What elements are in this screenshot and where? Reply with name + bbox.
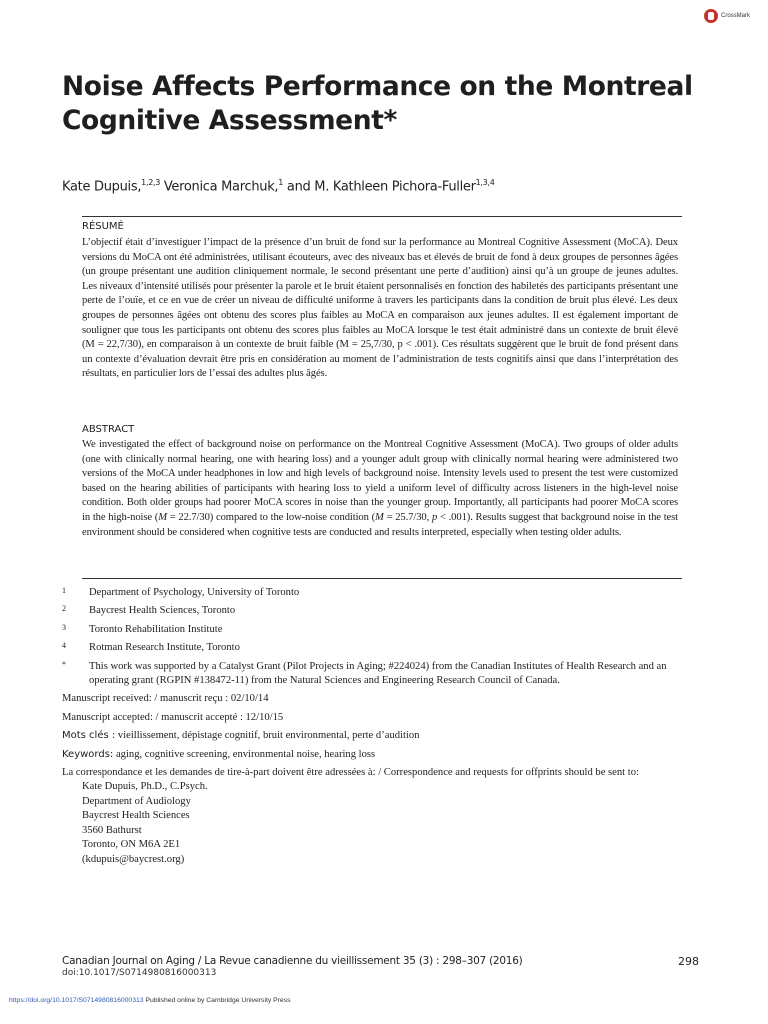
crossmark-label: CrossMark bbox=[721, 13, 751, 19]
manuscript-received: Manuscript received: / manuscrit reçu : 02/10/14 bbox=[62, 693, 269, 705]
mots-cles-label: Mots clés : bbox=[62, 730, 116, 742]
crossmark-icon bbox=[704, 9, 718, 23]
affiliation-note: 3 Toronto Rehabilitation Institute bbox=[62, 622, 223, 635]
doi-text: doi:10.1017/S0714980816000313 bbox=[62, 968, 217, 978]
resume-heading: RÉSUMÉ bbox=[82, 221, 124, 232]
correspondence-intro: La correspondance et les demandes de tire-à-part doivent être adressées à: / Correspondence and requests for offprints should be sent to: bbox=[62, 767, 639, 779]
section-divider bbox=[82, 216, 682, 217]
correspondence-address bbox=[82, 780, 702, 866]
author-list bbox=[62, 178, 495, 194]
address-line: Department of Audiology bbox=[82, 795, 191, 807]
address-line: Kate Dupuis, Ph.D., C.Psych. bbox=[82, 781, 208, 793]
manuscript-accepted: Manuscript accepted: / manuscrit accepté : 12/10/15 bbox=[62, 711, 284, 723]
published-online-text: Published online by Cambridge University Press bbox=[143, 997, 291, 1004]
journal-citation: Canadian Journal on Aging / La Revue canadienne du vieillissement 35 (3) : 298–307 (2016) bbox=[62, 955, 523, 967]
keywords-label: Keywords: bbox=[62, 748, 114, 760]
crossmark-badge[interactable] bbox=[704, 9, 750, 23]
address-line: 3560 Bathurst bbox=[82, 824, 142, 836]
front-matter-notes bbox=[62, 586, 702, 867]
resume-text: L’objectif était d’investiguer l’impact de la présence d’un bruit de fond sur la performance au Montreal Cognitive Assessment (MoCA). Deux versions du MoCA ont été administrées, utilisant écouteurs, avec des niveaux bas et élevés de bruit de fond à deux groupes de personnes âgées (un groupe présentant une audition cliniquement normale, le second présentant une perte d’audition) ainsi qu’à un groupe de jeunes adultes. Les niveaux d’intensité utilisés pour présenter la parole et le bruit étaient personnalisés en fonction des habiletés des participants présentant une perte de l’ouïe, et ce en vue de créer un niveau de difficulté uniforme à travers les participants dans la condition de bruit plus élevé. Les deux groupes de personnes âgées ont obtenu des scores plus faibles au MoCA en comparaison aux jeunes adultes. Il est également important de souligner que tous les participants ont obtenu des scores plus faibles au MoCA lorsque le test était administré dans un contexte de bruit élevé (M = 22,7/30), en comparaison à un contexte de bruit faible (M = 25,7/30, p < .001). Ces résultats suggèrent que le bruit de fond présent dans un contexte d’évaluation devrait être pris en considération au moment de l’administration de tests cognitifs ainsi que dans l’interprétation des résultats, en particulier lors de l’essai des adultes plus âgés. bbox=[82, 237, 678, 380]
affiliation-note: 2 Baycrest Health Sciences, Toronto bbox=[62, 604, 236, 617]
address-line: Toronto, ON M6A 2E1 bbox=[82, 839, 181, 851]
keywords-text: aging, cognitive screening, environmental noise, hearing loss bbox=[115, 748, 376, 760]
email-address[interactable]: (kdupuis@baycrest.org) bbox=[82, 853, 185, 865]
affiliation-note: 4 Rotman Research Institute, Toronto bbox=[62, 641, 240, 654]
author-affiliation-marks: 1,3,4 bbox=[475, 178, 495, 187]
keywords bbox=[62, 748, 702, 762]
abstract-text: We investigated the effect of background noise on performance on the Montreal Cognitive Assessment (MoCA). Two groups of older adults (one with clinically normal hearing, one with hearing loss) and a younger adult group with clinically normal hearing were administered two versions of the MoCA under headphones in low and high levels of background noise. Intensity levels used to present the test were customized based on the hearing abilities of participants with hearing loss to yield a uniform level of difficulty across listeners in the high-level noise condition. Both older groups had poorer MoCA scores in noise than the younger group. Importantly, all participants had poorer MoCA scores in the high-noise (M = 22.7/30) compared to the low-noise condition (M = 25.7/30, p < .001). Results suggest that background noise in the test environment should be considered when cognitive tests are conducted and results interpreted, especially when testing older adults. bbox=[82, 439, 679, 538]
published-online-line bbox=[9, 997, 291, 1004]
author-affiliation-marks: 1 bbox=[278, 178, 284, 187]
author-name: Veronica Marchuk, bbox=[160, 179, 279, 195]
abstract-heading: ABSTRACT bbox=[82, 424, 135, 435]
page-number: 298 bbox=[678, 955, 699, 968]
section-divider bbox=[82, 578, 682, 579]
author-affiliation-marks: 1,2,3 bbox=[141, 178, 161, 187]
address-line: Baycrest Health Sciences bbox=[82, 810, 190, 822]
author-name: and M. Kathleen Pichora-Fuller bbox=[283, 179, 476, 195]
mots-cles bbox=[62, 729, 702, 743]
funding-note: * This work was supported by a Catalyst Grant (Pilot Projects in Aging; #224024) from the Canadian Institutes of Health Research and an operating grant (RGPIN #138472-11) from the Natural Sciences and Engineering Research Council of Canada. bbox=[62, 659, 667, 687]
paper-title: Noise Affects Performance on the Montreal Cognitive Assessment* bbox=[62, 71, 693, 136]
mots-cles-text: vieillissement, dépistage cognitif, bruit environmental, perte d’audition bbox=[117, 730, 420, 742]
affiliation-note: 1 Department of Psychology, University of Toronto bbox=[62, 586, 300, 598]
author-name: Kate Dupuis, bbox=[62, 179, 142, 195]
doi-link[interactable]: https://doi.org/10.1017/S0714980816000313 bbox=[9, 997, 144, 1004]
